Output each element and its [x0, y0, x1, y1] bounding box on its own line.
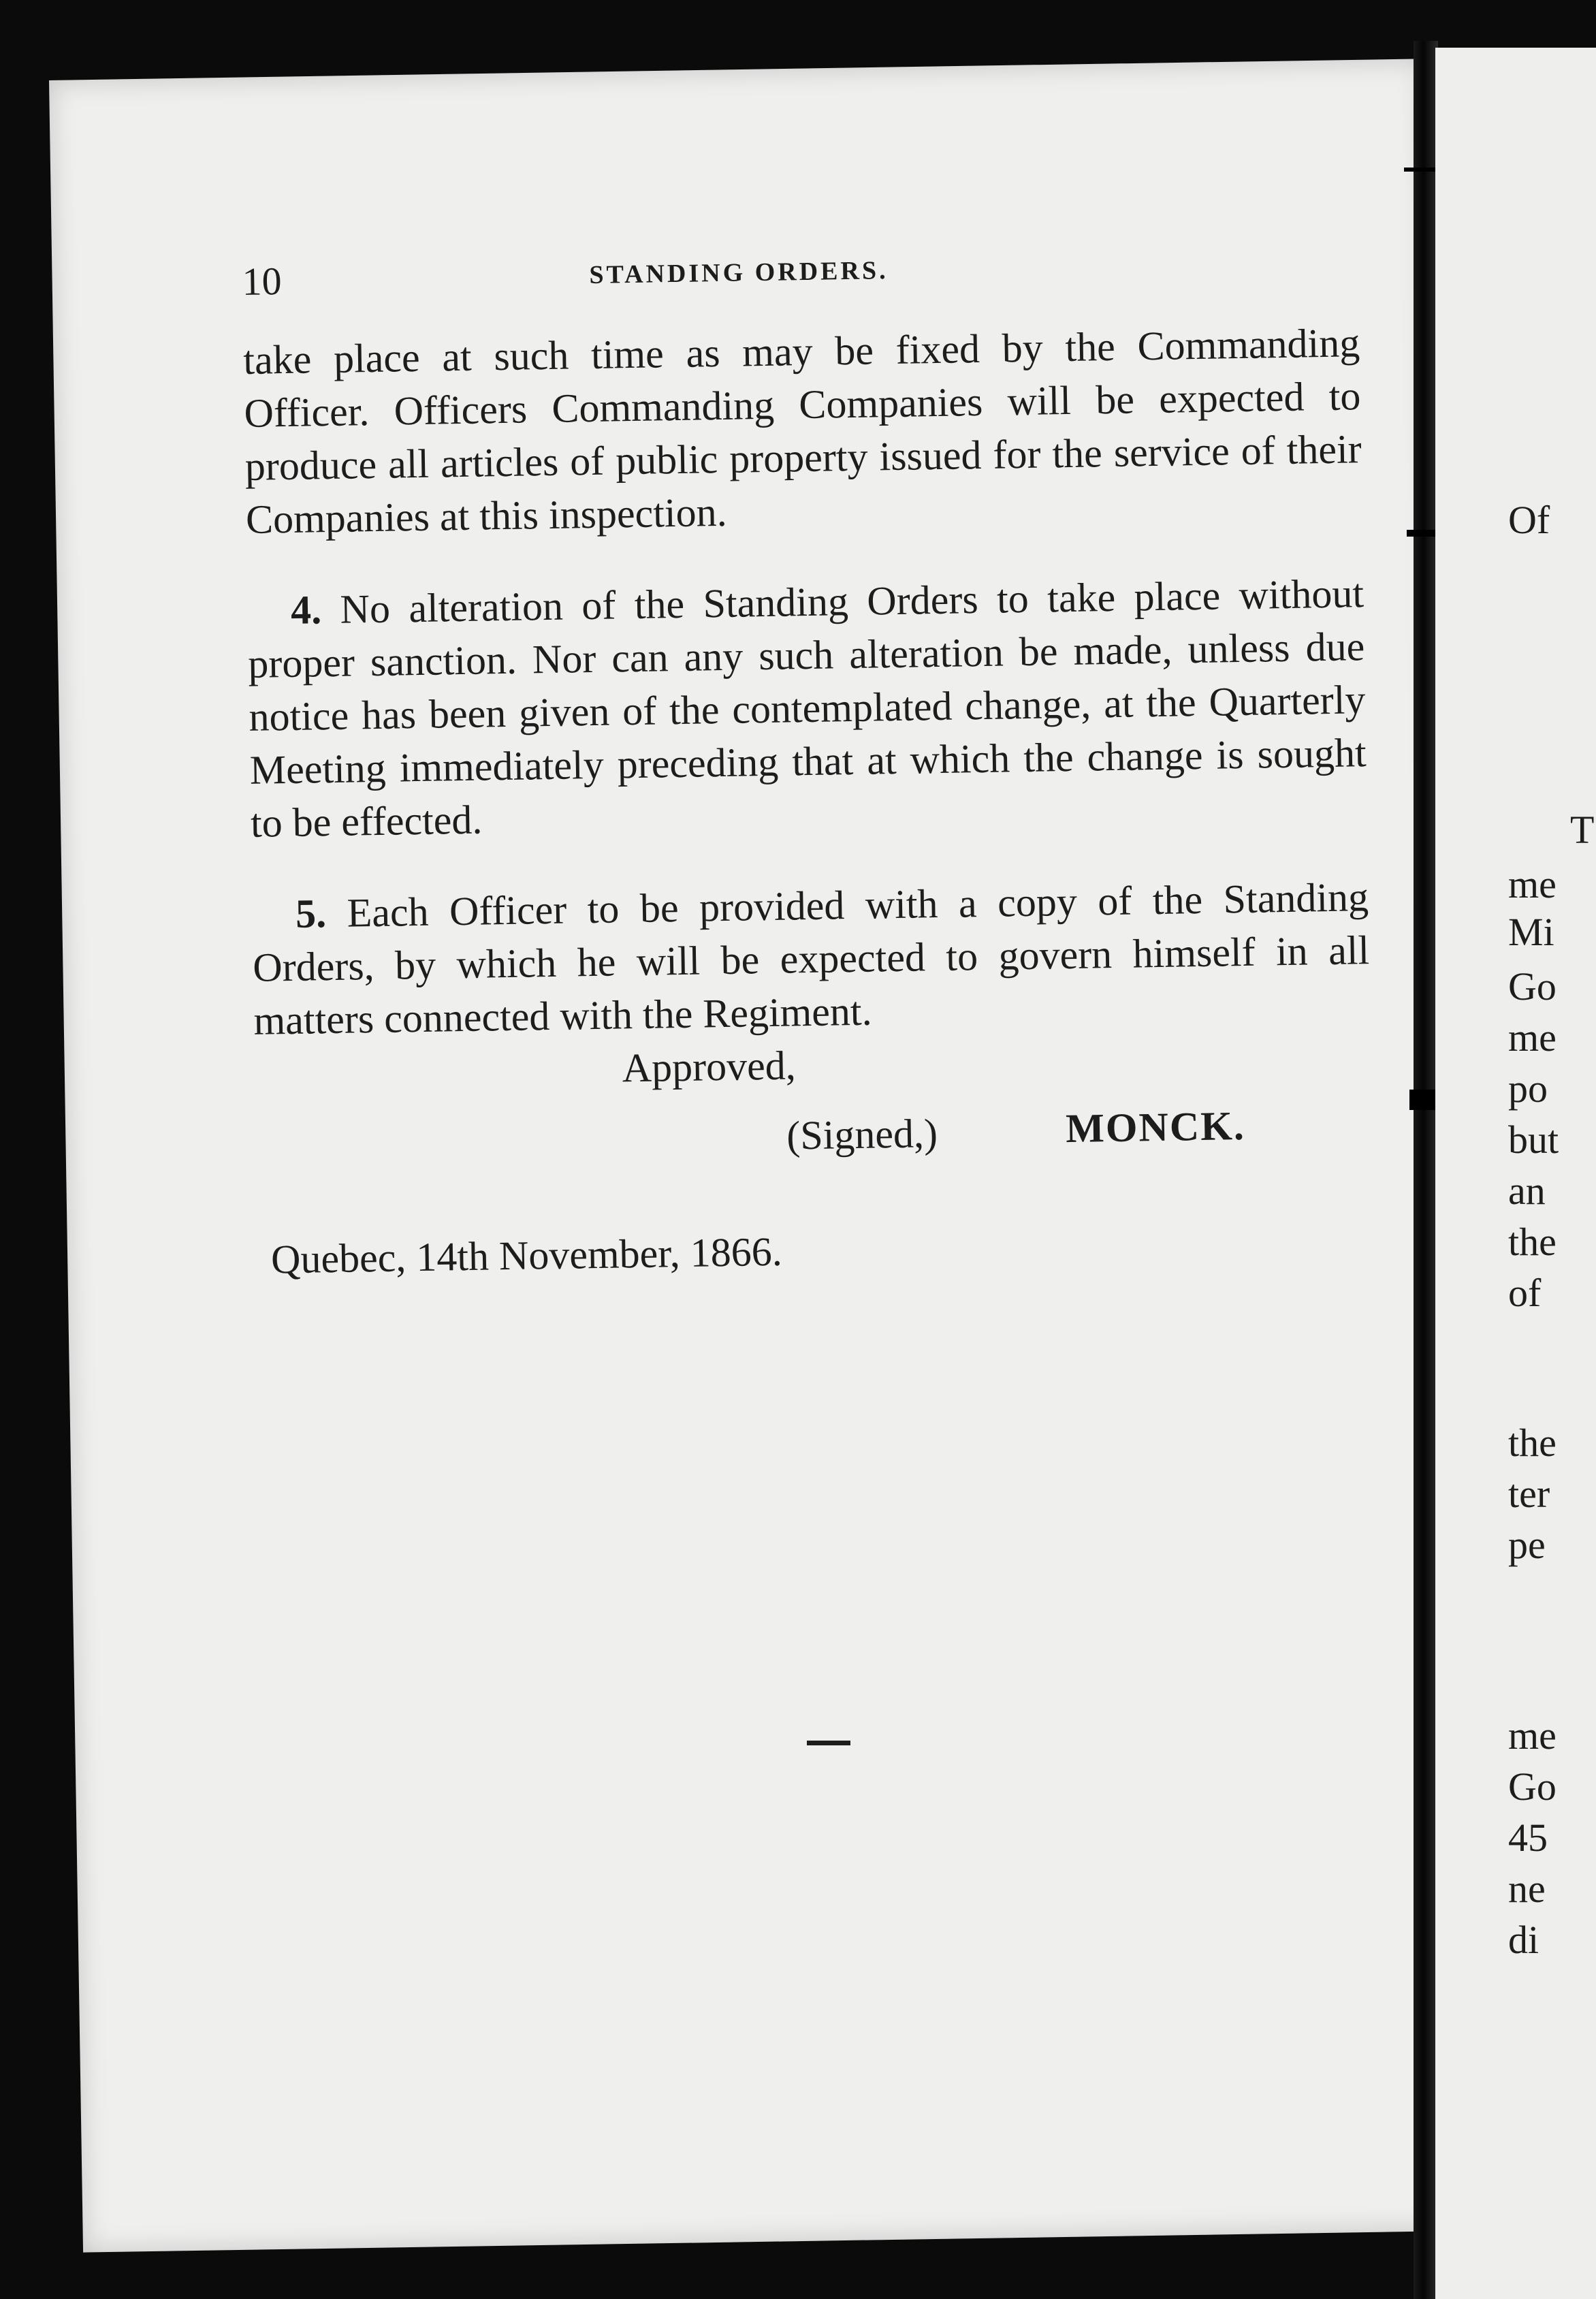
- signature-line: [255, 1103, 1373, 1196]
- right-fragment: me: [1508, 1015, 1557, 1060]
- paragraph-number: 5.: [295, 891, 327, 936]
- right-fragment: pe: [1508, 1523, 1546, 1567]
- right-fragment: Go: [1508, 1764, 1557, 1809]
- paragraph-text: Each Officer to be provided with a copy of the Standing Orders, by which he will be expected to govern himself in all matters connected with the Regiment.: [252, 874, 1370, 1043]
- paragraph-number: 4.: [290, 587, 322, 633]
- right-fragment: an: [1508, 1169, 1546, 1213]
- paragraph-4: [247, 567, 1368, 850]
- right-fragment: me: [1508, 862, 1557, 906]
- right-fragment: Go: [1508, 964, 1557, 1009]
- right-fragment: of: [1508, 1271, 1542, 1315]
- right-fragment: Of: [1508, 498, 1550, 542]
- right-fragment: me: [1508, 1713, 1557, 1758]
- right-fragment: di: [1508, 1918, 1539, 1962]
- right-fragment: the: [1508, 1421, 1557, 1465]
- right-fragment: ter: [1508, 1472, 1550, 1516]
- right-fragment: ne: [1508, 1867, 1546, 1911]
- right-fragment: T: [1570, 808, 1595, 852]
- right-fragment: po: [1508, 1066, 1548, 1111]
- paragraph-5: [252, 870, 1371, 1047]
- end-rule: [807, 1741, 850, 1745]
- running-title: STANDING ORDERS.: [589, 256, 889, 289]
- right-fragment: Mi: [1508, 910, 1554, 954]
- gutter-tick: [1409, 1090, 1437, 1110]
- signer-name: MONCK.: [1065, 1103, 1246, 1152]
- page-number: 10: [242, 259, 283, 304]
- continued-paragraph: take place at such time as may be fixed by the Commanding Officer. Officers Commanding Companies will be expected to produce all articles of public property issued for the service of their Companies at this inspection.: [242, 320, 1362, 542]
- page-text: [242, 241, 1374, 1284]
- right-fragment: 45: [1508, 1816, 1548, 1860]
- book-gutter: [1414, 41, 1438, 2299]
- approved-line: Approved,: [622, 1043, 797, 1091]
- paragraph-text: No alteration of the Standing Orders to take place without proper sanction. Nor can any such alteration be made, unless due notice has been given of the contemplated change, at the Quarterly Meeting immediately preceding that at which the change is sought to be effected.: [247, 571, 1367, 846]
- signed-label: (Signed,): [786, 1111, 938, 1158]
- place-date: Quebec, 14th November, 1866.: [270, 1228, 783, 1282]
- right-fragment: but: [1508, 1117, 1559, 1162]
- right-fragment: the: [1508, 1220, 1557, 1264]
